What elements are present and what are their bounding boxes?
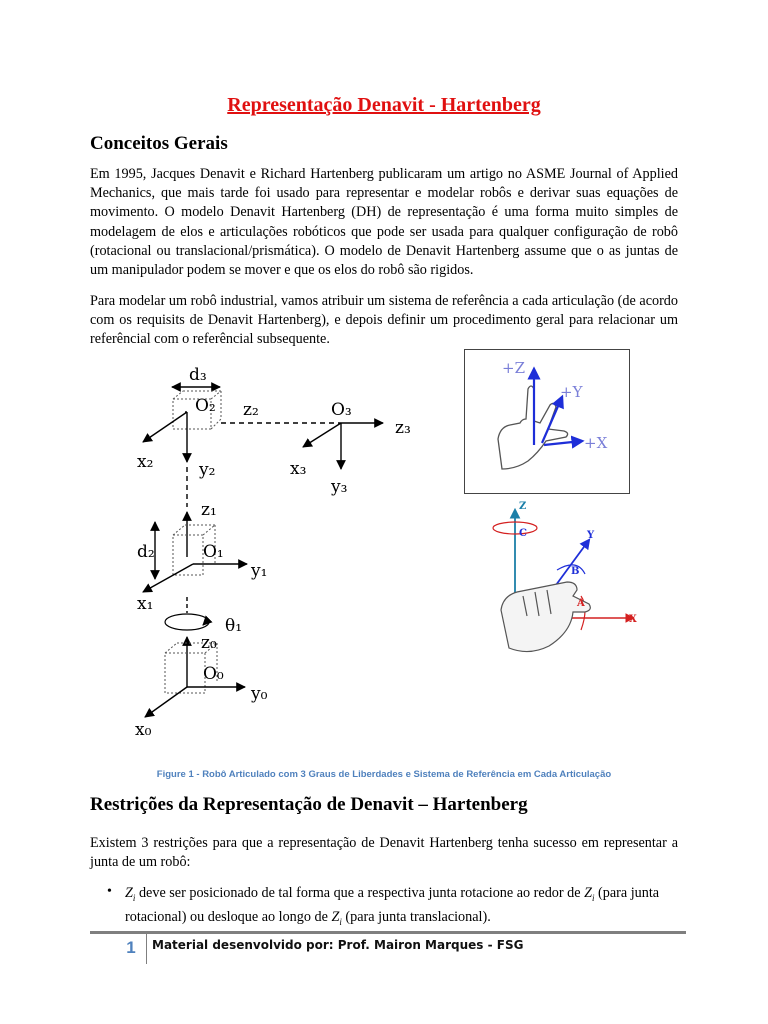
bullet-point: • bbox=[107, 884, 112, 899]
label-z1: z₁ bbox=[201, 500, 217, 520]
right-hand-rule-image bbox=[464, 349, 630, 494]
label-theta1: θ₁ bbox=[225, 616, 243, 636]
dh-frames-diagram bbox=[125, 357, 425, 747]
section-heading-conceitos: Conceitos Gerais bbox=[90, 133, 228, 154]
page-number: 1 bbox=[126, 938, 136, 957]
paragraph-intro: Em 1995, Jacques Denavit e Richard Hartenberg publicaram um artigo no ASME Journal of Applied Mechanics, que mais tarde foi usado para representar e modelar robôs e derivar suas equações de movimento. O modelo Denavit Hartenberg (DH) de representação é uma forma muito simples de modelagem de elos e articulações robóticos que pode ser usada para qualquer configuração de robô (rotacional ou translacional/prismática). O modelo de Denavit Hartenberg assume que o as juntas de um manipulador podem se mover e que os elos do robô são rigidos. bbox=[90, 166, 678, 279]
theta1-rotation bbox=[165, 614, 209, 630]
hand2-label-c: C bbox=[519, 528, 527, 539]
label-z3: z₃ bbox=[395, 418, 411, 438]
math-zi-1: $Z_i$ bbox=[125, 885, 136, 903]
hand2-label-z: Z bbox=[519, 501, 527, 512]
label-o2: O₂ bbox=[195, 396, 216, 416]
label-o0: O₀ bbox=[203, 664, 224, 684]
section-heading-restricoes: Restrições da Representação de Denavit – Hartenberg bbox=[90, 794, 528, 815]
rotation-hand-image bbox=[485, 500, 637, 660]
footer-rule bbox=[90, 931, 686, 934]
figure-caption: Figure 1 - Robô Articulado com 3 Graus de Liberdades e Sistema de Referência em Cada Articulação bbox=[156, 769, 612, 780]
label-y0: y₀ bbox=[251, 684, 268, 704]
footer-separator bbox=[146, 934, 147, 964]
label-d3: d₃ bbox=[189, 365, 207, 385]
footer-credit: Material desenvolvido por: Prof. Mairon Marques - FSG bbox=[152, 938, 524, 952]
x1-axis bbox=[143, 564, 193, 592]
bullet-item-1: $Z_i$ deve ser posicionado de tal forma que a respectiva junta rotacione ao redor de $Z_i$ (para junta rotacional) ou desloque ao longo de $Z_i$ (para junta translacional). bbox=[125, 885, 660, 927]
label-x1: x₁ bbox=[137, 594, 154, 614]
hand1-label-z: +Z bbox=[502, 359, 525, 377]
x2-axis bbox=[143, 412, 187, 442]
paragraph-restricoes: Existem 3 restrições para que a representação de Denavit Hartenberg tenha sucesso em representar a junta de um robô: bbox=[90, 835, 678, 871]
label-y3: y₃ bbox=[331, 477, 348, 497]
hand1-label-x: +X bbox=[584, 434, 608, 452]
label-o3: O₃ bbox=[331, 400, 352, 420]
x0-axis bbox=[145, 687, 187, 717]
document-title: Representação Denavit - Hartenberg bbox=[227, 94, 541, 116]
hand2-label-x: X bbox=[629, 614, 637, 625]
label-d2: d₂ bbox=[137, 542, 155, 562]
hand2-label-b: B bbox=[571, 566, 580, 577]
hand2-label-y: Y bbox=[587, 530, 595, 541]
x3-axis bbox=[303, 423, 341, 447]
label-x0: x₀ bbox=[135, 720, 152, 740]
label-z2: z₂ bbox=[243, 400, 259, 420]
paragraph-modelar: Para modelar um robô industrial, vamos atribuir um sistema de referência a cada articulação (de acordo com os requisits de Denavit Hartenberg), e depois definir um procedimento geral para relacionar um referêncial com o referêncial subsequente. bbox=[90, 293, 678, 348]
label-o1: O₁ bbox=[203, 542, 224, 562]
label-y1: y₁ bbox=[251, 561, 268, 581]
math-zi-3: $Z_i$ bbox=[331, 909, 342, 927]
hand2-drawing bbox=[501, 582, 590, 652]
label-x2: x₂ bbox=[137, 452, 154, 472]
label-z0: z₀ bbox=[201, 633, 217, 653]
hand2-label-a: A bbox=[577, 598, 585, 609]
math-zi-2: $Z_i$ bbox=[584, 885, 595, 903]
label-x3: x₃ bbox=[290, 459, 307, 479]
label-y2: y₂ bbox=[199, 460, 216, 480]
hand1-label-y: +Y bbox=[560, 383, 583, 401]
